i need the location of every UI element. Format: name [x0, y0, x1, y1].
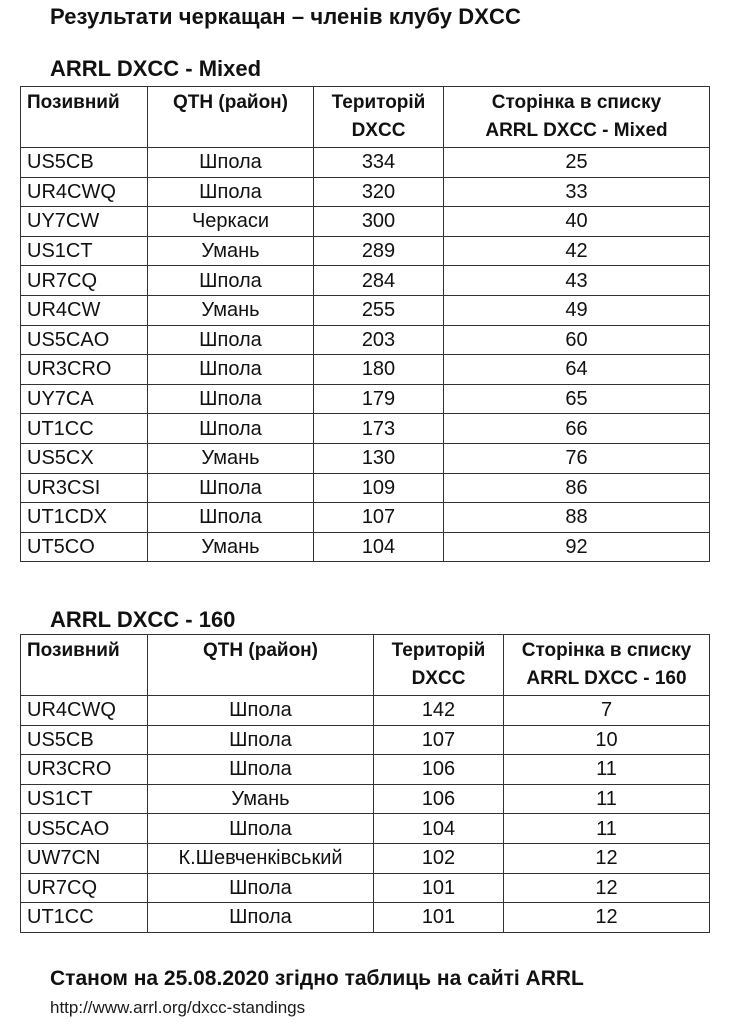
header-label: QTH (район) — [173, 92, 288, 113]
table-row — [21, 873, 710, 903]
page-cell: 92 — [444, 532, 710, 562]
callsign-cell: UY7CA — [21, 384, 148, 414]
qth-cell: Шпола — [148, 414, 314, 444]
table-row — [21, 414, 710, 444]
table-row — [21, 355, 710, 385]
qth-cell: Шпола — [148, 814, 374, 844]
territories-cell: 107 — [374, 725, 504, 755]
territories-cell: 203 — [314, 325, 444, 355]
territories-header: Територій DXCC — [374, 635, 504, 696]
qth-cell: Шпола — [148, 725, 374, 755]
page-cell: 43 — [444, 266, 710, 296]
callsign-cell: UW7CN — [21, 843, 148, 873]
territories-cell: 173 — [314, 414, 444, 444]
table-row — [21, 207, 710, 237]
page-cell: 49 — [444, 295, 710, 325]
qth-cell: Шпола — [148, 873, 374, 903]
callsign-cell: US5CB — [21, 148, 148, 178]
territories-cell: 300 — [314, 207, 444, 237]
qth-cell: Шпола — [148, 503, 314, 533]
territories-cell: 142 — [374, 696, 504, 726]
table-row — [21, 814, 710, 844]
qth-cell: К.Шевченківський — [148, 843, 374, 873]
qth-cell: Шпола — [148, 384, 314, 414]
table-row — [21, 503, 710, 533]
territories-cell: 106 — [374, 755, 504, 785]
page-cell: 65 — [444, 384, 710, 414]
territories-cell: 334 — [314, 148, 444, 178]
qth-cell: Шпола — [148, 473, 314, 503]
page-cell: 33 — [444, 177, 710, 207]
mixed-section-title: ARRL DXCC - Mixed — [50, 56, 262, 81]
callsign-cell: UT1CC — [21, 414, 148, 444]
qth-cell: Шпола — [148, 903, 374, 933]
table-header-row — [21, 87, 710, 148]
qth-cell: Умань — [148, 443, 314, 473]
callsign-cell: UR3CSI — [21, 473, 148, 503]
callsign-cell: US5CAO — [21, 814, 148, 844]
table-row — [21, 473, 710, 503]
table-row — [21, 148, 710, 178]
qth-cell: Черкаси — [148, 207, 314, 237]
qth-cell: Умань — [148, 236, 314, 266]
table-row — [21, 903, 710, 933]
callsign-header — [21, 635, 148, 696]
page-cell: 88 — [444, 503, 710, 533]
page-cell: 12 — [504, 843, 710, 873]
callsign-cell: US1CT — [21, 236, 148, 266]
callsign-header — [21, 87, 148, 148]
territories-cell: 106 — [374, 784, 504, 814]
territories-cell: 179 — [314, 384, 444, 414]
mixed-standings-table — [20, 86, 710, 562]
territories-cell: 255 — [314, 295, 444, 325]
callsign-cell: UR4CWQ — [21, 177, 148, 207]
table-header-row — [21, 635, 710, 696]
table-row — [21, 696, 710, 726]
page-cell: 11 — [504, 784, 710, 814]
qth-header — [148, 635, 374, 696]
table-row — [21, 266, 710, 296]
callsign-cell: UR7CQ — [21, 266, 148, 296]
table-row — [21, 384, 710, 414]
qth-cell: Умань — [148, 784, 374, 814]
header-label: QTH (район) — [203, 640, 318, 661]
qth-cell: Шпола — [148, 148, 314, 178]
qth-cell: Шпола — [148, 696, 374, 726]
callsign-cell: US5CAO — [21, 325, 148, 355]
qth-header — [148, 87, 314, 148]
footer-url: http://www.arrl.org/dxcc-standings — [50, 998, 306, 1017]
callsign-cell: UY7CW — [21, 207, 148, 237]
table-row — [21, 236, 710, 266]
qth-cell: Умань — [148, 532, 314, 562]
callsign-cell: UT1CDX — [21, 503, 148, 533]
page-cell: 11 — [504, 755, 710, 785]
territories-cell: 109 — [314, 473, 444, 503]
table-row — [21, 725, 710, 755]
territories-cell: 101 — [374, 903, 504, 933]
table-row — [21, 784, 710, 814]
table-row — [21, 325, 710, 355]
t160-section-title: ARRL DXCC - 160 — [50, 607, 236, 632]
page-cell: 10 — [504, 725, 710, 755]
page-cell: 42 — [444, 236, 710, 266]
callsign-cell: UR4CWQ — [21, 696, 148, 726]
territories-cell: 284 — [314, 266, 444, 296]
table-row — [21, 295, 710, 325]
territories-cell: 104 — [314, 532, 444, 562]
page-title: Результати черкащан – членів клубу DXCC — [50, 4, 522, 29]
territories-cell: 130 — [314, 443, 444, 473]
qth-cell: Шпола — [148, 177, 314, 207]
territories-cell: 107 — [314, 503, 444, 533]
header-label: Позивний — [27, 92, 120, 113]
page-cell: 25 — [444, 148, 710, 178]
page-cell: 86 — [444, 473, 710, 503]
territories-cell: 180 — [314, 355, 444, 385]
callsign-cell: UT5CO — [21, 532, 148, 562]
callsign-cell: US5CB — [21, 725, 148, 755]
page-cell: 40 — [444, 207, 710, 237]
page-cell: 11 — [504, 814, 710, 844]
qth-cell: Шпола — [148, 266, 314, 296]
qth-cell: Шпола — [148, 755, 374, 785]
page-cell: 64 — [444, 355, 710, 385]
page-cell: 60 — [444, 325, 710, 355]
page-cell: 7 — [504, 696, 710, 726]
page-cell: 12 — [504, 903, 710, 933]
table-row — [21, 843, 710, 873]
page-cell: 66 — [444, 414, 710, 444]
callsign-cell: US5CX — [21, 443, 148, 473]
qth-cell: Умань — [148, 295, 314, 325]
page-header: Сторінка в списку ARRL DXCC - 160 — [504, 635, 710, 696]
territories-header: Територій DXCC — [314, 87, 444, 148]
callsign-cell: UR7CQ — [21, 873, 148, 903]
territories-cell: 102 — [374, 843, 504, 873]
page-cell: 12 — [504, 873, 710, 903]
territories-cell: 320 — [314, 177, 444, 207]
header-label: Позивний — [27, 640, 120, 661]
page-header: Сторінка в списку ARRL DXCC - Mixed — [444, 87, 710, 148]
t160-standings-table — [20, 634, 710, 933]
table-row — [21, 532, 710, 562]
page-cell: 76 — [444, 443, 710, 473]
territories-cell: 101 — [374, 873, 504, 903]
callsign-cell: UR3CRO — [21, 755, 148, 785]
territories-cell: 104 — [374, 814, 504, 844]
callsign-cell: UT1CC — [21, 903, 148, 933]
callsign-cell: UR3CRO — [21, 355, 148, 385]
qth-cell: Шпола — [148, 325, 314, 355]
qth-cell: Шпола — [148, 355, 314, 385]
t160-table-body — [21, 696, 710, 933]
table-row — [21, 755, 710, 785]
table-row — [21, 443, 710, 473]
territories-cell: 289 — [314, 236, 444, 266]
callsign-cell: US1CT — [21, 784, 148, 814]
callsign-cell: UR4CW — [21, 295, 148, 325]
table-row — [21, 177, 710, 207]
footer-note: Станом на 25.08.2020 згідно таблиць на сайті ARRL — [50, 967, 584, 990]
mixed-table-body — [21, 148, 710, 562]
